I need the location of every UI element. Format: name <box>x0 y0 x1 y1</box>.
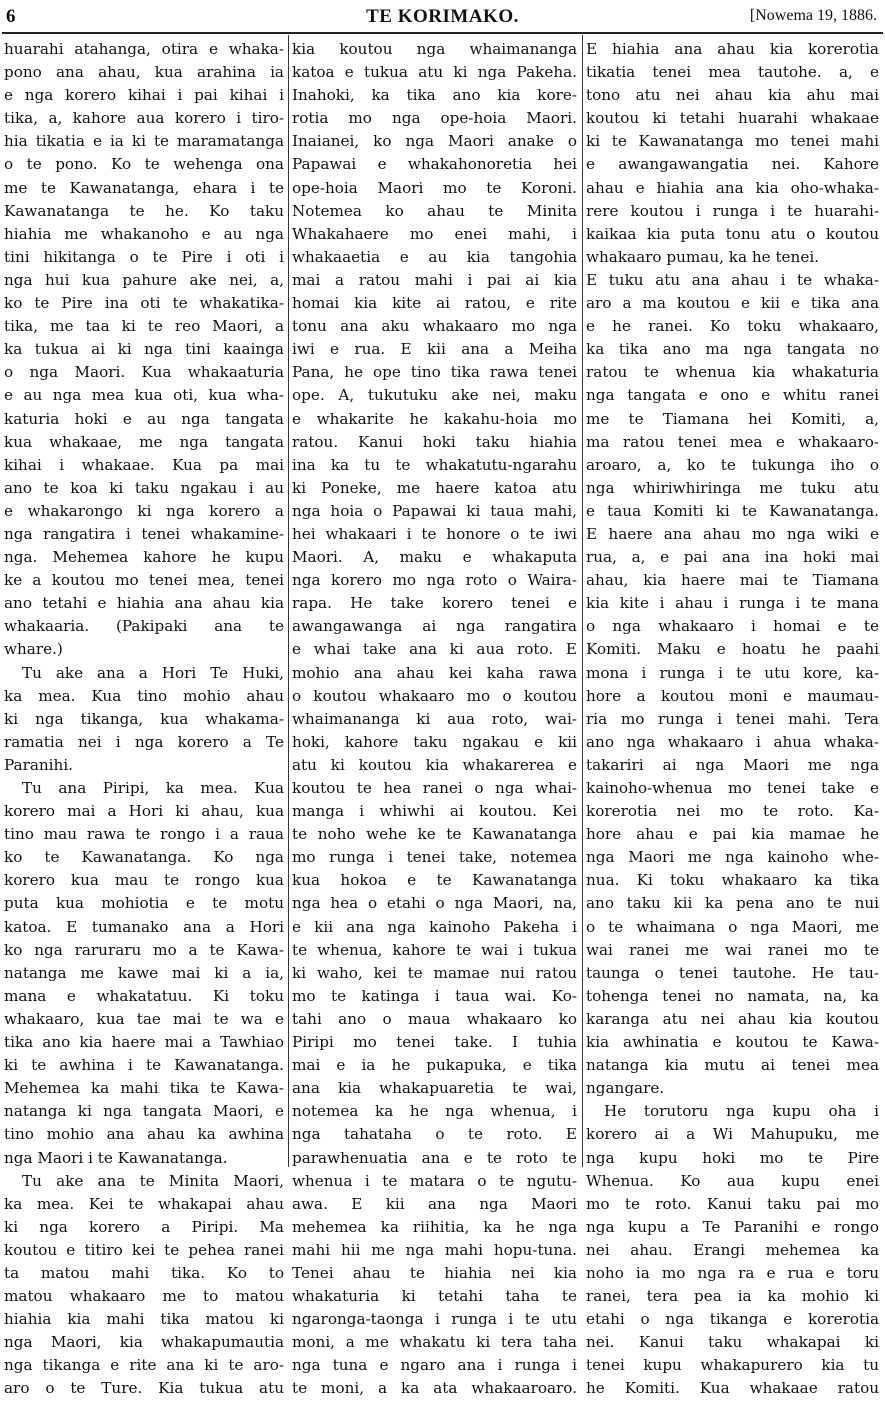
text-line: mo runga i tenei take, notemea <box>292 848 577 867</box>
text-line: mo te katinga i taua wai. Ko- <box>292 986 577 1005</box>
text-line: Paranihi. <box>4 755 74 774</box>
text-line: rere koutou i runga i te huarahi- <box>586 201 879 220</box>
page-header <box>4 2 881 30</box>
text-line: o koutou whakaaro mo o koutou <box>292 686 577 705</box>
text-line: e awangawangatia nei. Kahore <box>586 155 879 174</box>
text-line: tenei kupu whakapurero kia tu <box>586 1356 879 1375</box>
text-line: he Komiti. Kua whakaae ratou <box>586 1379 879 1398</box>
text-line: o te pono. Ko te wehenga ona <box>4 155 284 174</box>
text-line: kihai i whakaae. Kua pa mai <box>4 455 284 474</box>
text-line: Tu ake ana a Hori Te Huki, <box>22 663 284 682</box>
text-line: ki nga korero a Piripi. Ma <box>4 1217 284 1236</box>
text-line: nga kupu a Te Paranihi e rongo <box>586 1217 879 1236</box>
text-line: te noho wehe ke te Kawanatanga <box>292 825 577 844</box>
text-line: rua, a, e pai ana ina hoki mai <box>586 548 879 567</box>
text-line: hiahia kia mahi tika matou ki <box>4 1310 284 1329</box>
text-line: korero mai a Hori ki ahau, kua <box>4 802 284 821</box>
text-line: mahi hii me nga mahi hopu-tuna. <box>292 1240 577 1259</box>
text-line: ana kia whakapuaretia te wai, <box>292 1079 577 1098</box>
text-line: ano te koa ki taku ngakau i au <box>4 478 284 497</box>
text-line: noho ia mo nga ra e rua e toru <box>586 1263 879 1282</box>
text-line: hiahia me whakanoho e au nga <box>4 224 284 243</box>
text-line: whaimananga ki aua roto, wai- <box>292 709 577 728</box>
text-line: aro a ma koutou e kii e tika ana <box>586 294 879 313</box>
text-line: nga. Mehemea kahore he kupu <box>4 548 284 567</box>
text-column-2 <box>292 38 577 1398</box>
text-line: rotia mo nga ope-hoia Maori. <box>292 109 577 128</box>
text-line: hei whakaari i te honore o te iwi <box>292 524 577 543</box>
page-number: 6 <box>6 6 16 27</box>
text-line: nga hoia o Papawai ki taua mahi, <box>292 501 577 520</box>
text-line: matou whakaaro me to matou <box>4 1287 284 1306</box>
text-line: nei. Kanui taku whakapai ki <box>586 1333 879 1352</box>
text-line: ahau e hiahia ana kia oho-whaka- <box>586 178 879 197</box>
text-line: kua hokoa e te Kawanatanga <box>292 871 577 890</box>
text-line: Notemea ko ahau te Minita <box>292 201 577 220</box>
text-line: Inaianei, ko nga Maori anake o <box>292 132 577 151</box>
text-line: korerotia nei mo te roto. Ka- <box>586 802 879 821</box>
text-line: whakaaria. (Pakipaki ana te <box>4 617 284 636</box>
text-line: whenua i te matara o te ngutu- <box>292 1171 577 1190</box>
text-line: nga rangatira i tenei whakamine- <box>4 524 284 543</box>
text-line: e au nga mea kua oti, kua wha- <box>4 386 284 405</box>
text-line: nga tangata e ono e whitu ranei <box>586 386 879 405</box>
text-line: natanga ki nga tangata Maori, e <box>4 1102 284 1121</box>
text-line: huarahi atahanga, otira e whaka- <box>4 40 284 58</box>
text-line: ka mea. Kua tino mohio ahau <box>4 686 284 705</box>
text-line: ka tika ano ma nga tangata no <box>586 340 879 359</box>
text-line: mo te roto. Kanui taku pai mo <box>586 1194 879 1213</box>
text-column-3 <box>586 38 879 1398</box>
text-line: notemea ka he nga whenua, i <box>292 1102 577 1121</box>
text-line: nga kupu hoki mo te Pire <box>586 1148 879 1167</box>
text-line: parawhenuatia ana e te roto te <box>292 1148 577 1167</box>
text-line: manga i whiwhi ai koutou. Kei <box>292 802 577 821</box>
text-line: tika, a, kahore aua korero i tiro- <box>4 109 284 128</box>
text-line: iwi e rua. E kii ana a Meiha <box>292 340 577 359</box>
text-line: kia awhinatia e koutou te Kawa- <box>586 1033 879 1052</box>
text-line: koutou e titiro kei te pehea ranei <box>4 1240 284 1259</box>
text-line: ria mo runga i tenei mahi. Tera <box>586 709 879 728</box>
text-line: e he ranei. Ko toku whakaaro, <box>586 317 879 336</box>
text-line: tini hikitanga o te Pire i oti i <box>4 247 284 266</box>
text-line: hore ahau e pai kia mamae he <box>586 825 879 844</box>
text-line: kua whakaae, me nga tangata <box>4 432 284 451</box>
text-line: o te whaimana o nga Maori, me <box>586 917 879 936</box>
text-line: nga Maori, kia whakapumautia <box>4 1333 284 1352</box>
text-line: nga whiriwhiringa me tuku atu <box>586 478 879 497</box>
text-line: mana e whakatatuu. Ki toku <box>4 986 284 1005</box>
newspaper-title: TE KORIMAKO. <box>366 6 519 27</box>
header-rule <box>2 32 883 34</box>
text-line: ta matou mahi tika. Ko to <box>4 1263 284 1282</box>
text-line: whakaaro, kua tae mai te wa e <box>4 1009 284 1028</box>
text-line: karanga atu nei ahau kia koutou <box>586 1009 879 1028</box>
text-line: whare.) <box>4 640 63 659</box>
text-line: hore a koutou moni e maumau- <box>586 686 879 705</box>
text-line: ano taku kii ka pena ano te nui <box>586 894 879 913</box>
text-line: ki te awhina i te Kawanatanga. <box>4 1056 284 1075</box>
text-line: Whenua. Ko aua kupu enei <box>586 1171 879 1190</box>
text-line: nga Maori i te Kawanatanga. <box>4 1148 228 1167</box>
text-line: mai e ia he pukapuka, e tika <box>292 1056 577 1075</box>
text-line: puta kua mohiotia e te motu <box>4 894 284 913</box>
text-line: Inahoki, ka tika ano kia kore- <box>292 86 577 105</box>
text-line: taunga o tenei tautohe. He tau- <box>586 963 879 982</box>
text-line: tohenga tenei no namata, na, ka <box>586 986 879 1005</box>
text-line: tikatia tenei mea tautohe. a, e <box>586 63 879 82</box>
text-line: atu ki koutou kia whakarerea e <box>292 755 577 774</box>
text-line: hia tikatia e ia ki te maramatanga <box>4 132 284 151</box>
text-line: nga korero mo nga roto o Waira- <box>292 571 577 590</box>
text-line: wai ranei me wai ranei mo te <box>586 940 879 959</box>
text-line: e nga korero kihai i pai kihai i <box>4 86 284 105</box>
text-line: whakaturia ki tetahi taha te <box>292 1287 577 1306</box>
text-line: natanga me kawe mai ki a ia, <box>4 963 284 982</box>
column-divider-2 <box>582 35 583 1167</box>
text-line: nei ahau. Erangi mehemea ka <box>586 1240 879 1259</box>
text-line: te whenua, kahore te wai i tukua <box>292 940 577 959</box>
text-line: tono atu nei ahau kia ahu mai <box>586 86 879 105</box>
text-line: o nga Maori. Kua whakaaturia <box>4 363 284 382</box>
text-line: ko nga raruraru mo a te Kawa- <box>4 940 284 959</box>
text-line: tino mau rawa te rongo i a raua <box>4 825 284 844</box>
text-line: korero ai a Wi Mahupuku, me <box>586 1125 879 1144</box>
text-line: aroaro, a, ko te tukunga iho o <box>586 455 879 474</box>
text-line: ngangare. <box>586 1079 665 1098</box>
text-line: Pana, he ope tino tika rawa tenei <box>292 363 577 382</box>
text-line: korero kua mau te rongo kua <box>4 871 284 890</box>
text-line: Whakahaere mo enei mahi, i <box>292 224 577 243</box>
text-line: ma ratou tenei mea e whakaaro- <box>586 432 879 451</box>
text-line: takariri ai nga Maori me nga <box>586 755 879 774</box>
text-line: Tu ana Piripi, ka mea. Kua <box>22 779 284 797</box>
text-line: etahi o nga tikanga e korerotia <box>586 1310 879 1329</box>
text-line: nga tuna e ngaro ana i runga i <box>292 1356 577 1375</box>
issue-date: [Nowema 19, 1886. <box>749 7 877 24</box>
text-line: ko te Pire ina oti te whakatika- <box>4 294 284 313</box>
text-line: ina ka tu te whakatutu-ngarahu <box>292 455 577 474</box>
text-line: kaikaa kia puta tonu atu o koutou <box>586 224 879 243</box>
text-line: mai a ratou mahi i pai ai kia <box>292 270 577 289</box>
text-line: ope. A, tukutuku ake nei, maku <box>292 386 577 405</box>
text-line: katoa e tukua atu ki nga Pakeha. <box>292 63 577 82</box>
text-line: nga hea o etahi o nga Maori, na, <box>292 894 577 913</box>
text-line: e kii ana nga kainoho Pakeha i <box>292 917 577 936</box>
text-line: e whakarite he kakahu-hoia mo <box>292 409 577 428</box>
text-line: katuria hoki e au nga tangata <box>4 409 284 428</box>
text-line: kainoho-whenua mo tenei take e <box>586 779 879 797</box>
text-line: awangawanga ai nga rangatira <box>292 617 577 636</box>
text-line: mohio ana ahau kei kaha rawa <box>292 663 577 682</box>
text-line: ranei, tera pea ia ka mohio ki <box>586 1287 879 1306</box>
text-line: nga Maori me nga kainoho whe- <box>586 848 879 867</box>
text-line: tahi ano o maua whakaaro ko <box>292 1009 577 1028</box>
text-line: Mehemea ka mahi tika te Kawa- <box>4 1079 284 1098</box>
text-line: Tenei ahau te hiahia nei kia <box>292 1263 577 1282</box>
text-line: koutou te hea ranei o nga whai- <box>292 779 577 797</box>
text-line: ki waho, kei te mamae nui ratou <box>292 963 577 982</box>
text-line: Maori. A, maku e whakaputa <box>292 548 577 567</box>
text-line: tika, me taa ki te reo Maori, a <box>4 317 284 336</box>
text-column-1 <box>4 38 284 1398</box>
text-line: te moni, a ka ata whakaaroaro. <box>292 1379 577 1398</box>
text-line: moni, a me whakatu ki tera taha <box>292 1333 577 1352</box>
text-line: E haere ana ahau mo nga wiki e <box>586 524 879 543</box>
text-line: tika ano kia haere mai a Tawhiao <box>4 1033 284 1052</box>
text-line: ko te Kawanatanga. Ko nga <box>4 848 284 867</box>
text-line: E tuku atu ana ahau i te whaka- <box>586 270 879 289</box>
text-line: e whakarongo ki nga korero a <box>4 501 284 520</box>
text-line: whakaaetia e au kia tangohia <box>292 247 577 266</box>
text-line: mehemea ka riihitia, ka he nga <box>292 1217 577 1236</box>
text-line: ki Poneke, me haere katoa atu <box>292 478 577 497</box>
text-line: ke a koutou mo tenei mea, tenei <box>4 571 284 590</box>
text-line: He torutoru nga kupu oha i <box>604 1102 879 1121</box>
text-line: natanga kia mutu ai tenei mea <box>586 1056 879 1075</box>
column-divider-1 <box>288 35 289 1167</box>
text-line: ahau, kia haere mai te Tiamana <box>586 571 879 590</box>
text-line: whakaaro pumau, ka he tenei. <box>586 247 820 266</box>
text-line: ka tukua ai ki nga tini kaainga <box>4 340 284 359</box>
text-line: pono ana ahau, kua arahina ia <box>4 63 284 82</box>
text-line: Papawai e whakahonoretia hei <box>292 155 577 174</box>
text-line: Kawanatanga te he. Ko taku <box>4 201 284 220</box>
text-line: Komiti. Maku e hoatu he paahi <box>586 640 879 659</box>
text-line: Piripi mo tenei take. I tuhia <box>292 1033 577 1052</box>
text-line: ope-hoia Maori mo te Koroni. <box>292 178 577 197</box>
text-line: homai kia kite ai ratou, e rite <box>292 294 577 313</box>
text-line: ngaronga-taonga i runga i te utu <box>292 1310 577 1329</box>
text-line: mona i runga i te utu kore, ka- <box>586 663 879 682</box>
text-line: rapa. He take korero tenei e <box>292 594 577 613</box>
text-line: me te Kawanatanga, ehara i te <box>4 178 284 197</box>
text-line: o nga whakaaro i homai e te <box>586 617 879 636</box>
text-line: tonu ana aku whakaaro mo nga <box>292 317 577 336</box>
text-line: ka mea. Kei te whakapai ahau <box>4 1194 284 1213</box>
text-line: katoa. E tumanako ana a Hori <box>4 917 284 936</box>
text-line: ki te Kawanatanga mo tenei mahi <box>586 132 879 151</box>
text-line: nga tikanga e rite ana ki te aro- <box>4 1356 284 1375</box>
text-line: tino mohio ana ahau ka awhina <box>4 1125 284 1144</box>
text-line: nga hui kua pahure ake nei, a, <box>4 270 284 289</box>
text-line: Tu ake ana te Minita Maori, <box>22 1171 284 1190</box>
text-line: ano tetahi e hiahia ana ahau kia <box>4 594 284 613</box>
text-line: koutou ki tetahi huarahi whakaae <box>586 109 879 128</box>
text-line: hoki, kahore taku ngakau e kii <box>292 732 577 751</box>
text-line: kia koutou nga whaimananga <box>292 40 577 58</box>
text-line: kia kite i ahau i runga i te mana <box>586 594 879 613</box>
text-line: ramatia nei i nga korero a Te <box>4 732 284 751</box>
text-line: nga tahataha o te roto. E <box>292 1125 577 1144</box>
text-line: me te Tiamana hei Komiti, a, <box>586 409 879 428</box>
text-line: ratou. Kanui hoki taku hiahia <box>292 432 577 451</box>
text-line: ratou te whenua kia whakaturia <box>586 363 879 382</box>
text-line: nua. Ki toku whakaaro ka tika <box>586 871 879 890</box>
text-line: e taua Komiti ki te Kawanatanga. <box>586 501 879 520</box>
text-line: aro o te Ture. Kia tukua atu <box>4 1379 284 1398</box>
text-line: awa. E kii ana nga Maori <box>292 1194 577 1213</box>
text-line: ano nga whakaaro i ahua whaka- <box>586 732 879 751</box>
text-line: ki nga tikanga, kua whakama- <box>4 709 284 728</box>
text-line: e whai take ana ki aua roto. E <box>292 640 577 659</box>
text-line: E hiahia ana ahau kia korerotia <box>586 40 879 58</box>
